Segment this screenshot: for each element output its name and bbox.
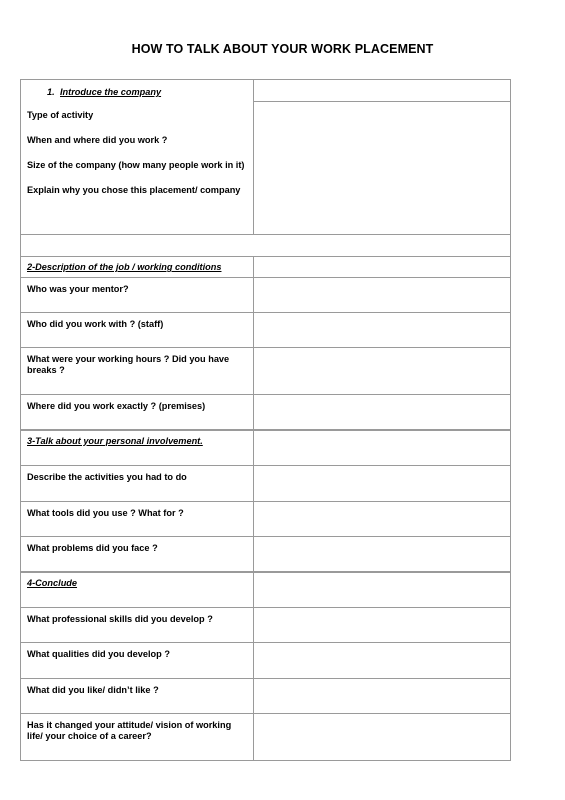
section2-heading-cell [21,257,254,278]
intro-item-why: Explain why you chose this placement/ company [27,185,241,195]
answer-skills[interactable] [254,608,511,643]
spacer-cell [21,235,511,257]
question-attitude: Has it changed your attitude/ vision of working life/ your choice of a career? [27,720,232,741]
intro-heading-text: Introduce the company [60,87,162,97]
intro-heading [27,80,247,98]
spacer-row [21,235,511,257]
answer-problems[interactable] [254,537,511,572]
section3-question-cell [21,537,254,572]
intro-prompts-cell [21,80,254,235]
placement-form-table [20,79,511,761]
section3-heading-row [21,430,511,466]
question-premises: Where did you work exactly ? (premises) [27,401,206,411]
question-hours: What were your working hours ? Did you have breaks ? [27,354,230,375]
section2-question-row [21,313,511,348]
answer-attitude[interactable] [254,714,511,761]
question-staff: Who did you work with ? (staff) [27,319,164,329]
question-problems: What problems did you face ? [27,543,158,553]
section4-heading-answer[interactable] [254,572,511,608]
section2-question-cell [21,278,254,313]
intro-item-when-where: When and where did you work ? [27,135,168,145]
section4-question-row [21,608,511,643]
section3-heading: 3-Talk about your personal involvement. [27,435,203,446]
section4-heading-cell [21,572,254,608]
section2-heading-row [21,257,511,278]
section3-question-row [21,537,511,572]
section3-question-row [21,502,511,537]
answer-activities[interactable] [254,466,511,502]
section2-heading: 2-Description of the job / working conditions [27,262,222,272]
answer-like[interactable] [254,679,511,714]
intro-answer-top-box[interactable] [254,80,510,102]
section4-heading-row [21,572,511,608]
answer-premises[interactable] [254,395,511,430]
intro-answer-cell[interactable] [254,80,511,235]
section3-heading-answer[interactable] [254,430,511,466]
section3-heading-cell [21,430,254,466]
section2-question-row [21,278,511,313]
section2-question-cell [21,348,254,395]
section3-question-cell [21,502,254,537]
intro-item-activity: Type of activity [27,110,94,120]
answer-mentor[interactable] [254,278,511,313]
section2-question-cell [21,395,254,430]
intro-number: 1. [47,87,55,97]
section2-question-row [21,348,511,395]
section4-question-cell [21,608,254,643]
question-activities: Describe the activities you had to do [27,472,187,482]
answer-hours[interactable] [254,348,511,395]
section4-question-cell [21,679,254,714]
question-like: What did you like/ didn’t like ? [27,685,159,695]
section2-heading-answer[interactable] [254,257,511,278]
intro-item-size: Size of the company (how many people work in it) [27,160,245,170]
section4-question-row [21,679,511,714]
section4-question-row [21,643,511,679]
section3-question-cell [21,466,254,502]
intro-row [21,80,511,235]
section4-question-cell [21,714,254,761]
section4-question-cell [21,643,254,679]
page-title: HOW TO TALK ABOUT YOUR WORK PLACEMENT [131,42,434,56]
section2-question-row [21,395,511,430]
answer-qualities[interactable] [254,643,511,679]
question-qualities: What qualities did you develop ? [27,649,170,659]
question-tools: What tools did you use ? What for ? [27,508,184,518]
section3-question-row [21,466,511,502]
section2-question-cell [21,313,254,348]
section4-question-row [21,714,511,761]
answer-tools[interactable] [254,502,511,537]
question-mentor: Who was your mentor? [27,284,129,294]
section4-heading: 4-Conclude [27,577,78,588]
answer-staff[interactable] [254,313,511,348]
question-skills: What professional skills did you develop ? [27,614,213,624]
